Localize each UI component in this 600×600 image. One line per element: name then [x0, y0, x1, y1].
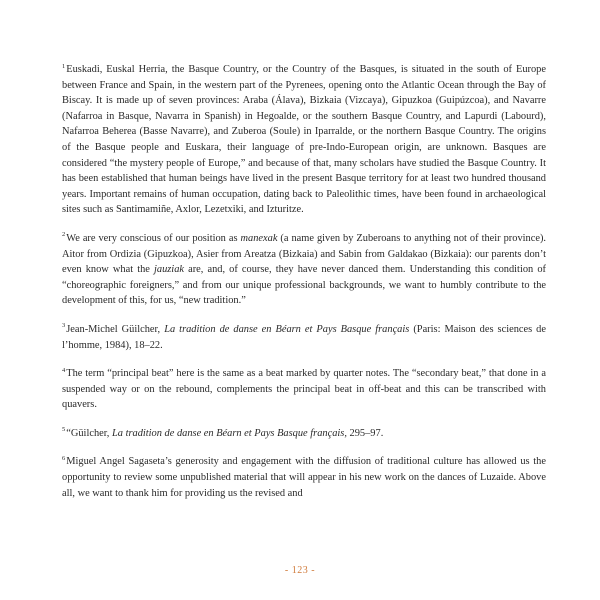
endnote-book-title: La tradition de danse en Béarn et Pays Basque français,	[112, 427, 347, 439]
endnote-text: Miguel Angel Sagaseta’s generosity and engagement with the diffusion of traditional culture has allowed us the opportunity to review some unpublished material that will appear in his new work on the dances of Luzaide. Above all, we want to thank him for providing us the revised and	[62, 456, 546, 499]
endnote-number: 1	[62, 62, 66, 70]
endnote-6	[62, 454, 546, 501]
endnotes-page	[62, 62, 546, 514]
endnote-number: 3	[62, 322, 66, 330]
endnote-text: We are very conscious of our position as	[66, 232, 241, 244]
page-number: - 123 -	[284, 565, 316, 576]
endnote-number: 2	[62, 231, 66, 239]
endnote-italic-term: jauziak	[153, 264, 184, 276]
endnote-text: The term “principal beat” here is the same as a beat marked by quarter notes. The “secondary beat,” that done in a suspended way or on the rebound, complements the principal beat in off-beat and this can be transcribed with quavers.	[62, 368, 546, 411]
endnote-text: are, and, of course, they have never danced them. Understanding this condition of “choreographic foreigners,” and from our unique professional backgrounds, we want to humbly contribute to the development of this, for us, “new tradition.”	[62, 264, 546, 307]
endnote-1	[62, 62, 546, 218]
endnote-4	[62, 366, 546, 413]
endnote-text: Euskadi, Euskal Herria, the Basque Country, or the Country of the Basques, is situated in the south of Europe between France and Spain, in the western part of the Pyrenees, opening onto the Atlantic Ocean through the Bay of Biscay. It is made up of seven provinces: Araba (Álava), Bizkaia (Vizcaya), Gipuzkoa (Guipúzcoa), and Navarre (Nafarroa in Basque, Navarra in Spanish) in Hegoalde, or the southern Basque Country, and Lapurdi (Labourd), Nafarroa Beherea (Basse Navarre), and Zuberoa (Soule) in Iparralde, or the northern Basque Country. The origins of the Basque people and Euskara, their language of pre-Indo-European origin, are unknown. Basques are considered “the mystery people of Europe,” and because of that, many scholars have studied the Basque Country. It has been established that human beings have lived in the present Basque territory for at least two hundred thousand years. Important remains of human occupation, dating back to Paleolithic times, have been found in archaeological sites such as Santimamiñe, Axlor, Lezetxiki, and Izturitze.	[62, 64, 546, 216]
endnote-text: (a name given by Zuberoans to anything not of their province). Aitor from Ordizia (Gipuzkoa), Asier from Areatza (Bizkaia) and Sabin from Galdakao (Bizkaia): our parents don’t even know what the	[62, 232, 547, 276]
endnote-book-title: La tradition de danse en Béarn et Pays Basque français	[164, 323, 410, 335]
endnote-text: 295–97.	[346, 427, 384, 439]
endnote-text: Jean-Michel Güilcher,	[66, 323, 165, 335]
endnote-2	[62, 231, 546, 309]
endnote-text: (Paris: Maison des sciences de l’homme, 1984), 18–22.	[62, 323, 546, 351]
endnote-number: 6	[62, 455, 66, 462]
endnote-3	[62, 322, 546, 353]
endnote-5	[62, 426, 546, 442]
endnote-number: 5	[62, 426, 66, 434]
endnote-italic-term: manexak	[240, 232, 278, 244]
endnote-text: “Güilcher,	[66, 427, 112, 439]
endnote-number: 4	[62, 366, 66, 374]
